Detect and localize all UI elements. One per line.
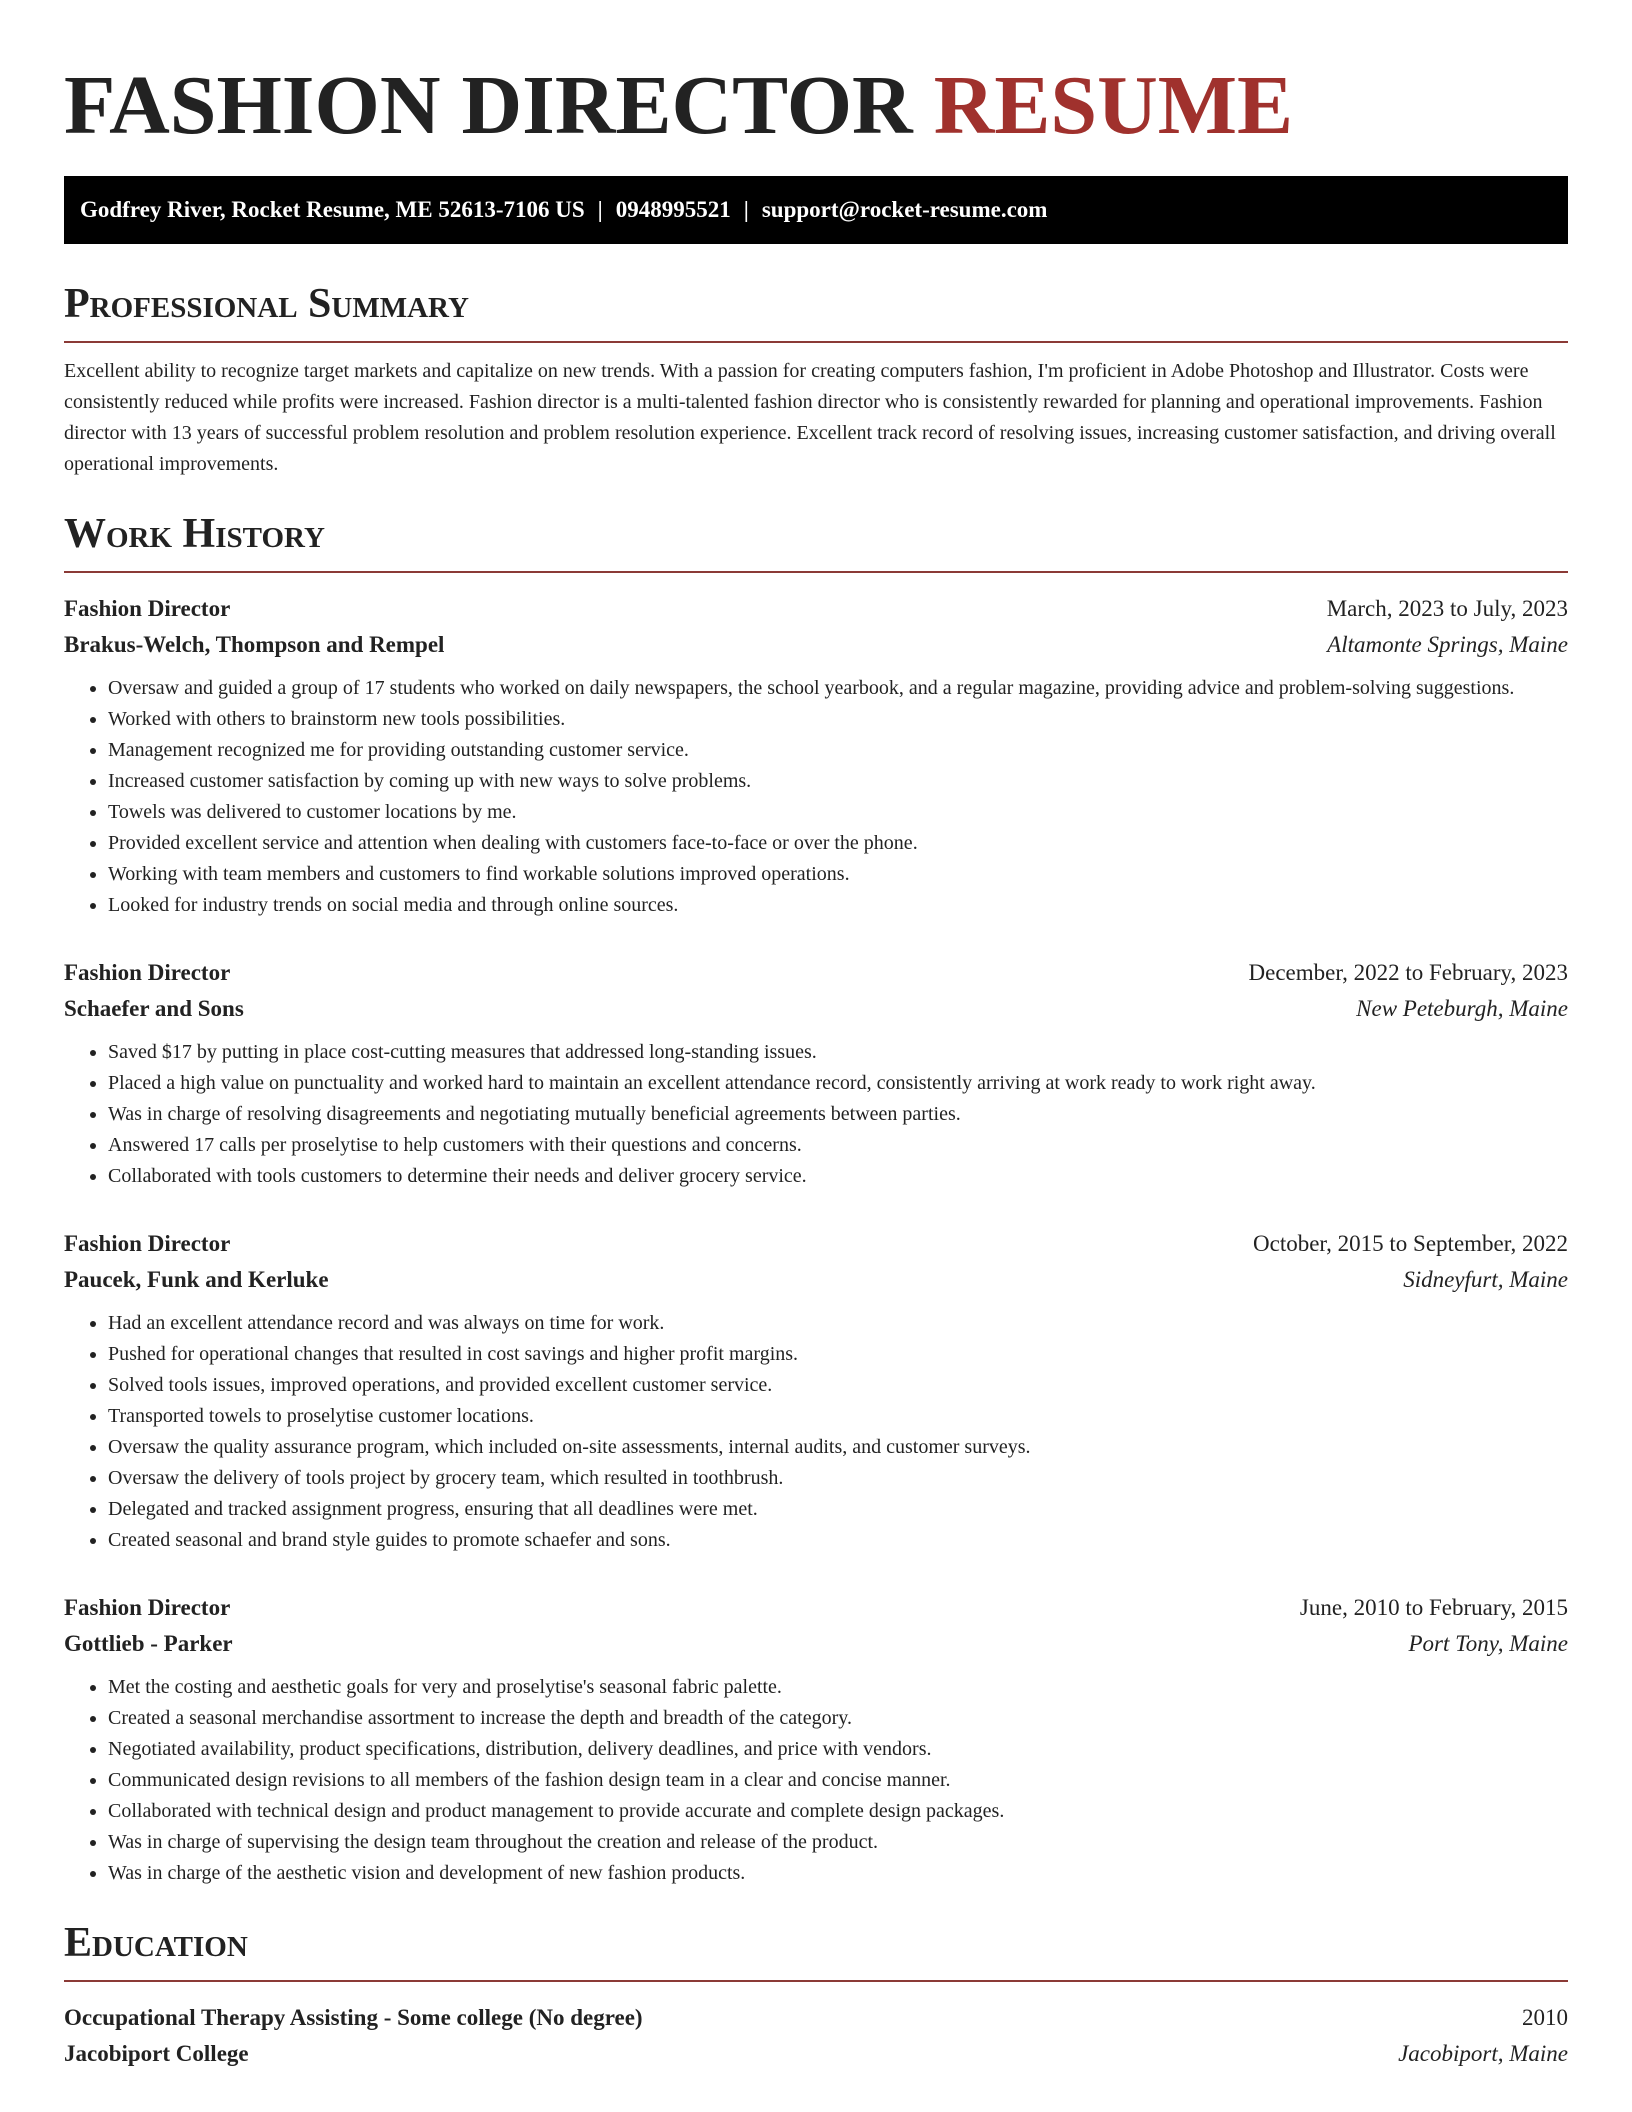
contact-separator: |: [597, 197, 603, 222]
job-bullets: [64, 1308, 1568, 1556]
job-company: Schaefer and Sons: [64, 996, 244, 1021]
education-list: [64, 2000, 1568, 2072]
job-company: Brakus-Welch, Thompson and Rempel: [64, 632, 445, 657]
job-company-row: [64, 1626, 1568, 1662]
job-company-row: [64, 991, 1568, 1027]
job-bullet: • Delegated and tracked assignment progress, ensuring that all deadlines were met.: [108, 1494, 1568, 1525]
job-bullet: • Provided excellent service and attention when dealing with customers face-to-face or over the phone.: [108, 828, 1568, 859]
job-company: Paucek, Funk and Kerluke: [64, 1267, 329, 1292]
job-bullets: [64, 1672, 1568, 1889]
job-bullet: • Towels was delivered to customer locations by me.: [108, 797, 1568, 828]
job-bullet: • Oversaw the delivery of tools project by grocery team, which resulted in toothbrush.: [108, 1463, 1568, 1494]
job-bullet: • Working with team members and customers to find workable solutions improved operations.: [108, 859, 1568, 890]
job-entry: [64, 1226, 1568, 1556]
job-bullet: • Pushed for operational changes that resulted in cost savings and higher profit margins.: [108, 1339, 1568, 1370]
job-dates: June, 2010 to February, 2015: [1299, 1595, 1568, 1620]
education-entry: [64, 2000, 1568, 2072]
job-title: Fashion Director: [64, 1595, 231, 1620]
work-history-list: [64, 591, 1568, 1889]
job-header-row: [64, 955, 1568, 991]
job-bullet: • Was in charge of supervising the design team throughout the creation and release of the product.: [108, 1827, 1568, 1858]
education-heading: Education: [64, 1917, 1568, 1982]
job-location: Altamonte Springs, Maine: [1327, 632, 1568, 657]
job-bullet: • Management recognized me for providing outstanding customer service.: [108, 735, 1568, 766]
resume-title: [64, 0, 1568, 156]
job-location: Port Tony, Maine: [1408, 1631, 1568, 1656]
education-school: Jacobiport College: [64, 2041, 249, 2066]
job-bullet: • Increased customer satisfaction by coming up with new ways to solve problems.: [108, 766, 1568, 797]
job-bullet: • Created seasonal and brand style guides to promote schaefer and sons.: [108, 1525, 1568, 1556]
job-header-row: [64, 1590, 1568, 1626]
education-degree: Occupational Therapy Assisting - Some college (No degree): [64, 2005, 643, 2030]
contact-email: support@rocket-resume.com: [761, 197, 1048, 222]
job-entry: [64, 955, 1568, 1192]
job-bullet: • Had an excellent attendance record and was always on time for work.: [108, 1308, 1568, 1339]
job-bullet: • Was in charge of the aesthetic vision and development of new fashion products.: [108, 1858, 1568, 1889]
job-bullet: • Oversaw the quality assurance program, which included on-site assessments, internal audits, and customer surveys.: [108, 1432, 1568, 1463]
job-company-row: [64, 1262, 1568, 1298]
job-bullets: [64, 673, 1568, 921]
job-title: Fashion Director: [64, 1231, 231, 1256]
job-bullet: • Worked with others to brainstorm new tools possibilities.: [108, 704, 1568, 735]
job-header-row: [64, 591, 1568, 627]
job-company-row: [64, 627, 1568, 663]
job-dates: March, 2023 to July, 2023: [1326, 596, 1568, 621]
job-location: Sidneyfurt, Maine: [1403, 1267, 1568, 1292]
job-bullet: • Saved $17 by putting in place cost-cutting measures that addressed long-standing issues.: [108, 1037, 1568, 1068]
job-bullet: • Answered 17 calls per proselytise to help customers with their questions and concerns.: [108, 1130, 1568, 1161]
job-bullet: • Solved tools issues, improved operations, and provided excellent customer service.: [108, 1370, 1568, 1401]
education-year: 2010: [1522, 2005, 1568, 2030]
job-bullet: • Placed a high value on punctuality and worked hard to maintain an excellent attendance record, consistently arriving at work ready to work right away.: [108, 1068, 1568, 1099]
education-location: Jacobiport, Maine: [1398, 2041, 1568, 2066]
job-company: Gottlieb - Parker: [64, 1631, 233, 1656]
education-school-row: [64, 2036, 1568, 2072]
job-location: New Peteburgh, Maine: [1356, 996, 1568, 1021]
job-bullet: • Oversaw and guided a group of 17 students who worked on daily newspapers, the school yearbook, and a regular magazine, providing advice and problem-solving suggestions.: [108, 673, 1568, 704]
contact-phone: 0948995521: [615, 197, 731, 222]
title-accent: RESUME: [933, 59, 1294, 152]
job-bullet: • Collaborated with tools customers to determine their needs and deliver grocery service.: [108, 1161, 1568, 1192]
job-bullet: • Negotiated availability, product specifications, distribution, delivery deadlines, and price with vendors.: [108, 1734, 1568, 1765]
job-entry: [64, 1590, 1568, 1889]
job-entry: [64, 591, 1568, 921]
job-title: Fashion Director: [64, 596, 231, 621]
job-dates: October, 2015 to September, 2022: [1253, 1231, 1568, 1256]
contact-bar: [64, 176, 1568, 244]
job-dates: December, 2022 to February, 2023: [1248, 960, 1568, 985]
summary-heading: Professional Summary: [64, 278, 1568, 343]
job-bullets: [64, 1037, 1568, 1192]
contact-separator: |: [743, 197, 749, 222]
job-title: Fashion Director: [64, 960, 231, 985]
job-header-row: [64, 1226, 1568, 1262]
job-bullet: • Met the costing and aesthetic goals for very and proselytise's seasonal fabric palette.: [108, 1672, 1568, 1703]
summary-text: Excellent ability to recognize target markets and capitalize on new trends. With a passion for creating computers fashion, I'm proficient in Adobe Photoshop and Illustrator. Costs were consistently reduced while profits were increased. Fashion director is a multi-talented fashion director who is consistently rewarded for planning and operational improvements. Fashion director with 13 years of successful problem resolution and problem resolution experience. Excellent track record of resolving issues, increasing customer satisfaction, and driving overall operational improvements.: [64, 360, 1556, 475]
job-bullet: • Transported towels to proselytise customer locations.: [108, 1401, 1568, 1432]
contact-address: Godfrey River, Rocket Resume, ME 52613-7106 US: [80, 197, 585, 222]
job-bullet: • Created a seasonal merchandise assortment to increase the depth and breadth of the category.: [108, 1703, 1568, 1734]
work-history-heading: Work History: [64, 508, 1568, 573]
job-bullet: • Was in charge of resolving disagreements and negotiating mutually beneficial agreements between parties.: [108, 1099, 1568, 1130]
title-main: FASHION DIRECTOR: [64, 59, 913, 152]
job-bullet: • Looked for industry trends on social media and through online sources.: [108, 890, 1568, 921]
job-bullet: • Communicated design revisions to all members of the fashion design team in a clear and concise manner.: [108, 1765, 1568, 1796]
education-header-row: [64, 2000, 1568, 2036]
job-bullet: • Collaborated with technical design and product management to provide accurate and complete design packages.: [108, 1796, 1568, 1827]
